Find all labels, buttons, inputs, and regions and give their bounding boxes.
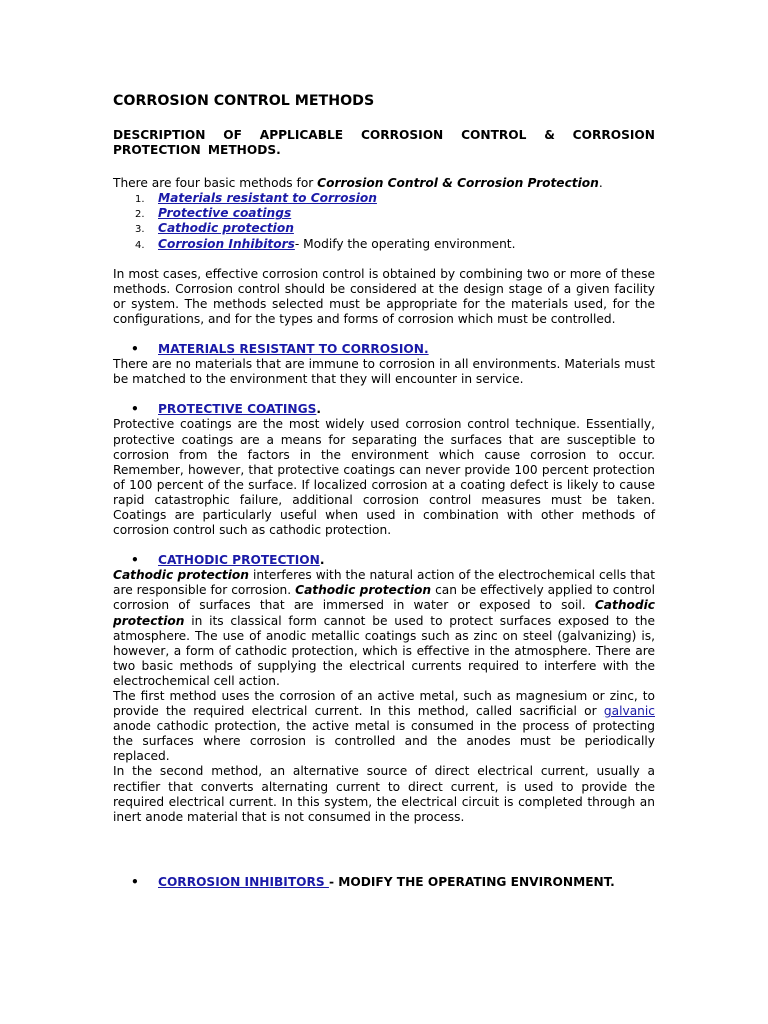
- list-number: 2.: [135, 209, 145, 221]
- link-protective-coatings[interactable]: Protective coatings: [158, 206, 292, 221]
- intro-prefix: There are four basic methods for: [113, 176, 318, 191]
- list-item-rest: - Modify the operating environment.: [294, 236, 516, 251]
- methods-list: [113, 191, 655, 251]
- cathodic-term: Cathodic protection: [113, 598, 655, 628]
- cathodic-term: Cathodic protection: [295, 583, 432, 598]
- spacer: [113, 387, 655, 402]
- cathodic-p2-text-b: anode cathodic protection, the active metal is consumed in the process of protecting the surfaces where corrosion is controlled and the anodes must be periodically replaced.: [113, 719, 655, 764]
- intro-suffix: .: [598, 176, 603, 191]
- spacer: [113, 840, 655, 855]
- intro-paragraph: [113, 176, 655, 191]
- spacer: [113, 855, 655, 875]
- heading-suffix: .: [316, 402, 322, 417]
- link-cathodic-heading[interactable]: CATHODIC PROTECTION: [158, 553, 320, 568]
- document-subtitle: DESCRIPTION OF APPLICABLE CORROSION CONTROL & CORROSION PROTECTION METHODS.: [113, 128, 655, 158]
- list-item: [113, 206, 655, 221]
- spacer: [113, 825, 655, 840]
- coatings-paragraph: Protective coatings are the most widely used corrosion control technique. Essentially, protective coatings are a means for separating the surfaces that are susceptible to corrosion from the factors in the environment which cause corrosion to occur. Remember, however, that protective coatings can never provide 100 percent protection of 100 percent of the surface. If localized corrosion at a coating defect is likely to cause rapid catastrophic failure, additional corrosion control measures must be taken. Coatings are particularly useful when used in combination with other methods of corrosion control such as cathodic protection.: [113, 417, 655, 538]
- list-number: 4.: [135, 239, 145, 251]
- bullet-icon: •: [131, 874, 139, 889]
- link-cathodic-protection[interactable]: Cathodic protection: [158, 221, 294, 236]
- combining-paragraph: In most cases, effective corrosion control is obtained by combining two or more of these methods. Corrosion control should be considered at the design stage of a given facility or system. The methods selected must be appropriate for the materials used, for the configurations, and for the types and forms of corrosion which must be controlled.: [113, 266, 655, 326]
- section-heading-inhibitors: [113, 875, 655, 890]
- list-item: [113, 221, 655, 236]
- link-inhibitors-heading[interactable]: CORROSION INHIBITORS: [158, 874, 329, 889]
- link-materials-resistant[interactable]: Materials resistant to Corrosion: [158, 191, 377, 206]
- spacer: [113, 252, 655, 267]
- list-item: [113, 191, 655, 206]
- document-content: [113, 92, 655, 890]
- materials-paragraph: There are no materials that are immune to corrosion in all environments. Materials must be matched to the environment that they will encounter in service.: [113, 357, 655, 387]
- cathodic-term: Cathodic protection: [113, 568, 249, 583]
- cathodic-paragraph-1: [113, 568, 655, 689]
- bullet-icon: •: [131, 553, 139, 568]
- cathodic-paragraph-3: In the second method, an alternative source of direct electrical current, usually a rectifier that converts alternating current to direct current, is used to provide the required electrical current. In this system, the electrical circuit is completed through an inert anode material that is not consumed in the process.: [113, 764, 655, 824]
- cathodic-text-a: interferes with the natural action of the electrochemical cells that are responsible for corrosion.: [113, 568, 655, 598]
- spacer: [113, 538, 655, 553]
- cathodic-text-c: in its classical form cannot be used to protect surfaces exposed to the atmosphere. The use of anodic metallic coatings such as zinc on steel (galvanizing) is, however, a form of cathodic protection, which is effective in the atmosphere. There are two basic methods of supplying the electrical currents required to interfere with the electrochemical cell action.: [113, 613, 655, 688]
- list-item: [113, 237, 655, 252]
- link-coatings-heading[interactable]: PROTECTIVE COATINGS: [158, 402, 317, 417]
- link-materials-heading[interactable]: MATERIALS RESISTANT TO CORROSION.: [158, 342, 429, 357]
- heading-suffix: .: [319, 553, 325, 568]
- cathodic-text-b: can be effectively applied to control corrosion of surfaces that are immersed in water or exposed to soil.: [113, 583, 655, 613]
- link-galvanic[interactable]: galvanic: [603, 704, 655, 719]
- link-corrosion-inhibitors[interactable]: Corrosion Inhibitors: [158, 236, 295, 251]
- list-number: 1.: [135, 194, 145, 206]
- intro-emphasis: Corrosion Control & Corrosion Protection: [317, 176, 599, 191]
- cathodic-paragraph-2: [113, 689, 655, 764]
- section-heading-materials: [113, 342, 655, 357]
- cathodic-p2-text-a: The first method uses the corrosion of an active metal, such as magnesium or zinc, to provide the required electrical current. In this method, called sacrificial or: [113, 689, 655, 719]
- list-number: 3.: [135, 224, 145, 236]
- section-heading-cathodic: [113, 553, 655, 568]
- bullet-icon: •: [131, 402, 139, 417]
- bullet-icon: •: [131, 342, 139, 357]
- spacer: [113, 327, 655, 342]
- page-title: CORROSION CONTROL METHODS: [113, 93, 375, 109]
- section-heading-coatings: [113, 402, 655, 417]
- heading-suffix: - MODIFY THE OPERATING ENVIRONMENT.: [328, 874, 615, 889]
